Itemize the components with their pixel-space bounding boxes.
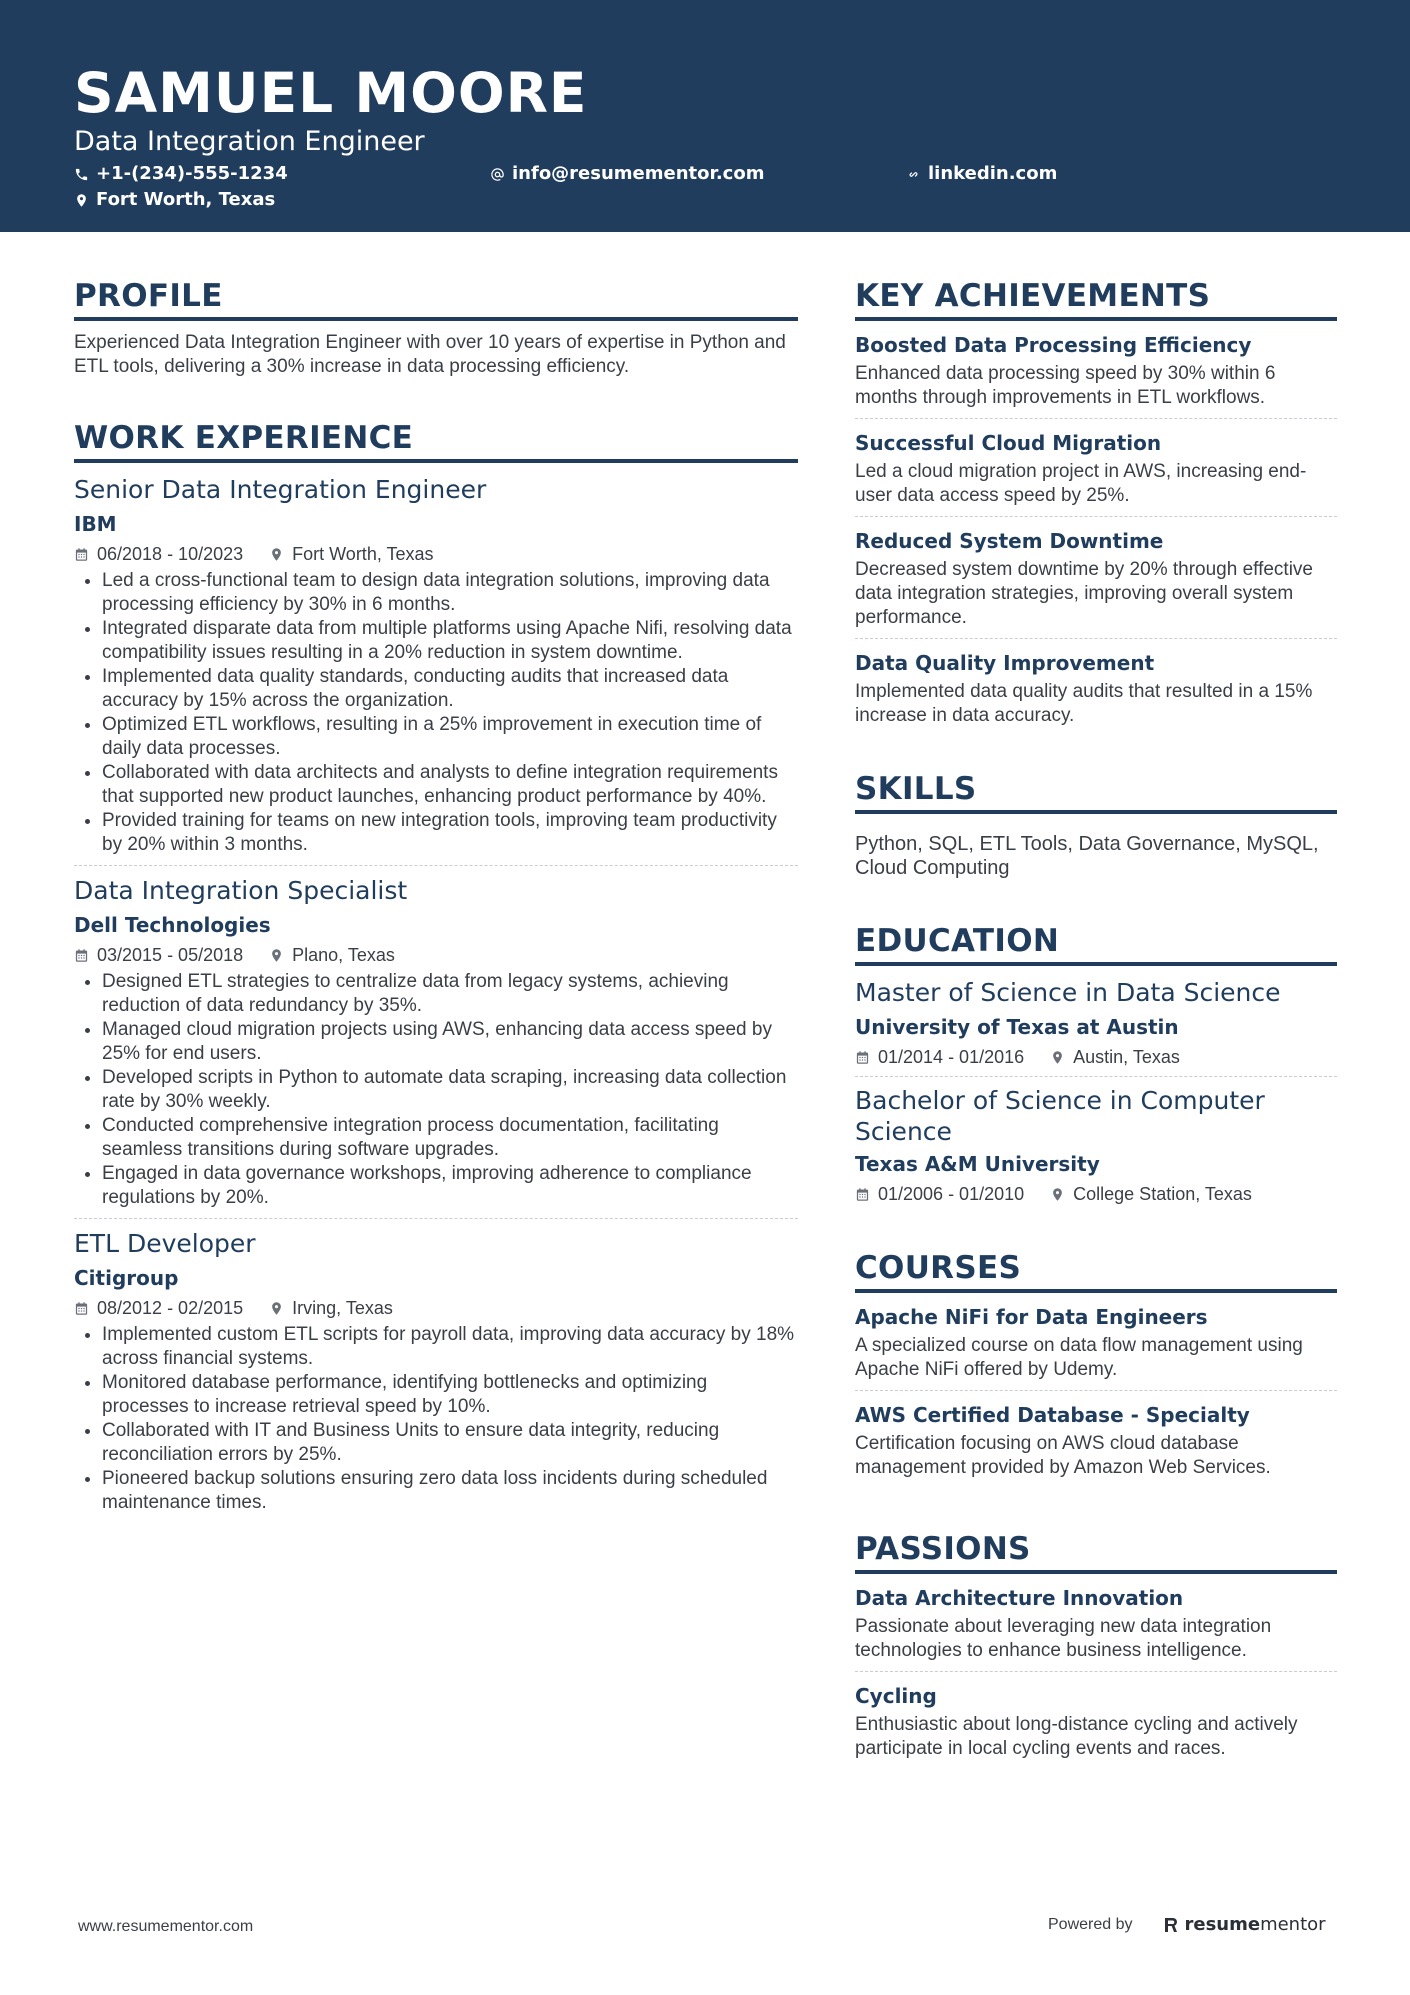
location-pin-icon <box>1050 1187 1065 1202</box>
candidate-name: SAMUEL MOORE <box>74 61 588 125</box>
list-item: • Collaborated with data architects and analysts to define integration requirements that supported new product launches, enhancing product performance by 40%. <box>102 761 798 809</box>
skills-heading: SKILLS <box>855 768 1337 814</box>
calendar-icon <box>855 1050 870 1065</box>
footer-powered <box>1048 1914 1326 1935</box>
education-location <box>1050 1181 1252 1207</box>
course-text: A specialized course on data flow management using Apache NiFi offered by Udemy. <box>855 1335 1303 1380</box>
courses-section <box>855 1247 1337 1488</box>
achievement-title: Boosted Data Processing Efficiency <box>855 333 1252 357</box>
course-item <box>855 1401 1337 1488</box>
job-entry <box>74 473 798 866</box>
left-column <box>74 275 798 1563</box>
list-item: • Monitored database performance, identifying bottlenecks and optimizing processes to increase retrieval speed by 10%. <box>102 1371 798 1419</box>
list-item: • Collaborated with IT and Business Units to ensure data integrity, reducing reconciliation errors by 25%. <box>102 1419 798 1467</box>
skills-section <box>855 768 1337 880</box>
job-role: Data Integration Specialist <box>74 876 408 905</box>
education-heading: EDUCATION <box>855 920 1337 966</box>
achievement-title: Successful Cloud Migration <box>855 431 1162 455</box>
achievement-item <box>855 527 1337 639</box>
email-text: info@resumementor.com <box>512 163 765 184</box>
list-item: • Implemented custom ETL scripts for payroll data, improving data accuracy by 18% across financial systems. <box>102 1323 798 1371</box>
calendar-icon <box>855 1187 870 1202</box>
job-location <box>269 942 395 968</box>
passions-section <box>855 1528 1337 1769</box>
location-pin-icon <box>1050 1050 1065 1065</box>
list-item: • Optimized ETL workflows, resulting in a 25% improvement in execution time of daily data processes. <box>102 713 798 761</box>
education-dates <box>855 1181 1024 1207</box>
experience-section <box>74 417 798 1523</box>
experience-heading: WORK EXPERIENCE <box>74 417 798 463</box>
job-dates-text: 06/2018 - 10/2023 <box>97 544 244 564</box>
contact-location <box>74 188 275 212</box>
job-location-text: Fort Worth, Texas <box>292 544 434 564</box>
link-icon <box>906 167 921 182</box>
job-role: Senior Data Integration Engineer <box>74 475 487 504</box>
job-dates <box>74 1295 243 1321</box>
education-meta <box>855 1044 1337 1070</box>
profile-text: Experienced Data Integration Engineer with over 10 years of expertise in Python and ETL tools, delivering a 30% increase in data processing efficiency. <box>74 332 786 377</box>
course-title: AWS Certified Database - Specialty <box>855 1403 1250 1427</box>
powered-by-label: Powered by <box>1048 1915 1133 1933</box>
job-dates <box>74 541 243 567</box>
achievement-item <box>855 649 1337 736</box>
job-bullets <box>74 970 798 1210</box>
passion-title: Cycling <box>855 1684 937 1708</box>
list-item: • Managed cloud migration projects using AWS, enhancing data access speed by 25% for end users. <box>102 1018 798 1066</box>
profile-heading: PROFILE <box>74 275 798 321</box>
job-dates-text: 03/2015 - 05/2018 <box>97 945 244 965</box>
education-meta <box>855 1181 1337 1207</box>
list-item: • Provided training for teams on new integration tools, improving team productivity by 20% within 3 months. <box>102 809 798 857</box>
passion-item <box>855 1682 1337 1769</box>
job-bullets <box>74 569 798 857</box>
job-company: IBM <box>74 512 117 536</box>
passion-item <box>855 1584 1337 1672</box>
phone-icon <box>74 167 89 182</box>
location-text: Fort Worth, Texas <box>96 189 276 210</box>
brand-bold: resume <box>1184 1914 1261 1935</box>
job-entry <box>74 874 798 1219</box>
job-company: Citigroup <box>74 1266 179 1290</box>
course-item <box>855 1303 1337 1391</box>
list-item: • Integrated disparate data from multiple platforms using Apache Nifi, resolving data compatibility issues resulting in a 20% reduction in system downtime. <box>102 617 798 665</box>
education-location <box>1050 1044 1180 1070</box>
skills-text: Python, SQL, ETL Tools, Data Governance, MySQL, Cloud Computing <box>855 833 1319 879</box>
resumementor-logo-icon <box>1163 1916 1179 1934</box>
brand-logo[interactable] <box>1163 1914 1326 1935</box>
footer-website[interactable]: www.resumementor.com <box>78 1918 254 1935</box>
education-item <box>855 1085 1337 1213</box>
achievement-text: Led a cloud migration project in AWS, increasing end-user data access speed by 25%. <box>855 461 1307 506</box>
passion-text: Enthusiastic about long-distance cycling and actively participate in local cycling events and races. <box>855 1714 1298 1759</box>
job-dates-text: 08/2012 - 02/2015 <box>97 1298 244 1318</box>
job-location-text: Irving, Texas <box>292 1298 393 1318</box>
job-location-text: Plano, Texas <box>292 945 395 965</box>
job-company: Dell Technologies <box>74 913 271 937</box>
education-degree: Master of Science in Data Science <box>855 978 1281 1007</box>
job-bullets <box>74 1323 798 1515</box>
job-meta <box>74 942 798 968</box>
candidate-title: Data Integration Engineer <box>74 126 425 157</box>
education-dates-text: 01/2006 - 01/2010 <box>878 1184 1025 1204</box>
at-icon <box>490 167 505 182</box>
list-item: • Led a cross-functional team to design data integration solutions, improving data processing efficiency by 30% in 6 months. <box>102 569 798 617</box>
calendar-icon <box>74 948 89 963</box>
education-item <box>855 976 1337 1077</box>
list-item: • Designed ETL strategies to centralize data from legacy systems, achieving reduction of data redundancy by 35%. <box>102 970 798 1018</box>
education-location-text: Austin, Texas <box>1073 1047 1180 1067</box>
course-text: Certification focusing on AWS cloud database management provided by Amazon Web Services. <box>855 1433 1271 1478</box>
list-item: • Implemented data quality standards, conducting audits that increased data accuracy by 15% across the organization. <box>102 665 798 713</box>
job-location <box>269 1295 393 1321</box>
courses-heading: COURSES <box>855 1247 1337 1293</box>
contact-phone[interactable] <box>74 162 288 186</box>
education-school: University of Texas at Austin <box>855 1015 1179 1039</box>
achievement-text: Decreased system downtime by 20% through effective data integration strategies, improving overall system performance. <box>855 559 1313 628</box>
right-column <box>855 275 1337 1809</box>
location-pin-icon <box>269 547 284 562</box>
phone-text: +1-(234)-555-1234 <box>96 163 288 184</box>
achievement-text: Enhanced data processing speed by 30% within 6 months through improvements in ETL workflows. <box>855 363 1276 408</box>
education-school: Texas A&M University <box>855 1152 1100 1176</box>
achievement-title: Reduced System Downtime <box>855 529 1164 553</box>
achievement-item <box>855 429 1337 517</box>
list-item: • Engaged in data governance workshops, improving adherence to compliance regulations by 20%. <box>102 1162 798 1210</box>
job-meta <box>74 541 798 567</box>
linkedin-text: linkedin.com <box>928 163 1058 184</box>
achievement-item <box>855 331 1337 419</box>
location-pin-icon <box>269 948 284 963</box>
location-pin-icon <box>269 1301 284 1316</box>
achievements-section <box>855 275 1337 736</box>
job-dates <box>74 942 243 968</box>
passions-heading: PASSIONS <box>855 1528 1337 1574</box>
education-degree: Bachelor of Science in Computer Science <box>855 1086 1265 1146</box>
contact-linkedin[interactable] <box>906 162 1057 186</box>
location-pin-icon <box>74 193 89 208</box>
course-title: Apache NiFi for Data Engineers <box>855 1305 1208 1329</box>
list-item: • Conducted comprehensive integration process documentation, facilitating seamless transitions during software upgrades. <box>102 1114 798 1162</box>
achievement-title: Data Quality Improvement <box>855 651 1155 675</box>
list-item: • Developed scripts in Python to automate data scraping, increasing data collection rate by 30% weekly. <box>102 1066 798 1114</box>
job-meta <box>74 1295 798 1321</box>
achievement-text: Implemented data quality audits that resulted in a 15% increase in data accuracy. <box>855 681 1313 726</box>
contact-email[interactable] <box>490 162 764 186</box>
calendar-icon <box>74 547 89 562</box>
passion-title: Data Architecture Innovation <box>855 1586 1184 1610</box>
profile-section <box>74 275 798 379</box>
education-location-text: College Station, Texas <box>1073 1184 1252 1204</box>
job-entry <box>74 1227 798 1523</box>
passion-text: Passionate about leveraging new data integration technologies to enhance business intelligence. <box>855 1616 1272 1661</box>
job-location <box>269 541 433 567</box>
list-item: • Pioneered backup solutions ensuring zero data loss incidents during scheduled maintenance times. <box>102 1467 798 1515</box>
resume-header <box>0 0 1410 232</box>
education-dates <box>855 1044 1024 1070</box>
brand-light: mentor <box>1260 1914 1326 1935</box>
achievements-heading: KEY ACHIEVEMENTS <box>855 275 1337 321</box>
job-role: ETL Developer <box>74 1229 256 1258</box>
education-section <box>855 920 1337 1213</box>
education-dates-text: 01/2014 - 01/2016 <box>878 1047 1025 1067</box>
calendar-icon <box>74 1301 89 1316</box>
